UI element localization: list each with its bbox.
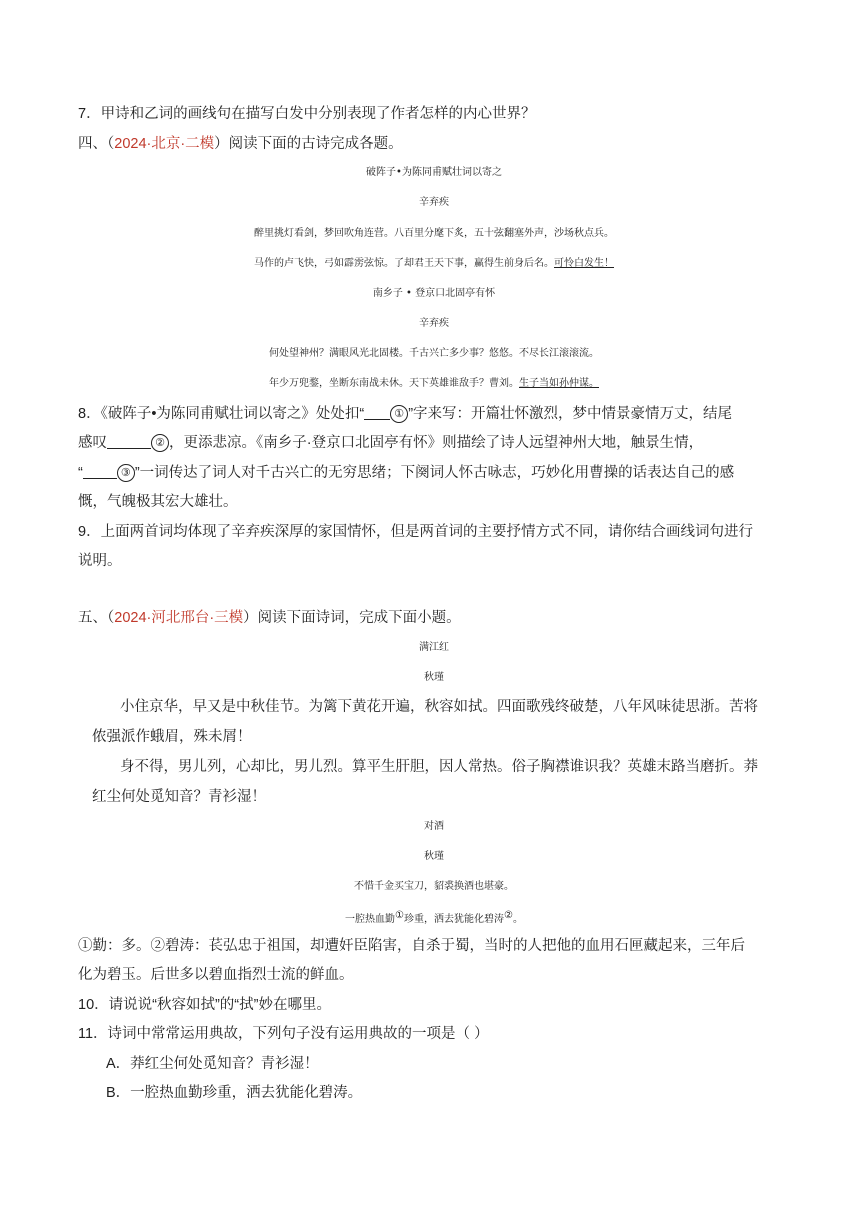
poem-1-line-2 [0,254,868,274]
section-5-prefix: 五、（ [78,610,115,626]
question-9-line-1: 9．上面两首词均体现了辛弃疾深厚的家国情怀，但是两首词的主要抒情方式不同，请你结合画线词句进行 [78,524,754,540]
poem-1-underlined-line: 可怜白发生！ [554,258,614,269]
section-4-suffix: ）阅读下面的古诗完成各题。 [214,136,403,152]
section-4-heading [78,134,403,154]
poem-1-author: 辛弃疾 [419,197,449,208]
poem-4-line-2 [0,906,868,930]
poem-1-title: 破阵子•为陈同甫赋壮词以寄之 [366,167,502,178]
blank-1 [364,405,390,420]
blank-2 [107,434,151,449]
q8-text-e: “ [78,465,83,481]
question-11-option-b[interactable]: B．一腔热血勤珍重，洒去犹能化碧涛。 [106,1085,363,1101]
section-4-source: 2024·北京·二模 [114,136,215,152]
q8-text-f: ”一词传达了词人对千古兴亡的无穷思绪；下阕词人怀古咏志，巧妙化用曹操的话表达自己的感 [134,465,735,481]
poem-4-line-2-text-a: 一腔热血勤 [345,914,396,925]
poem-3-author: 秋瑾 [424,672,444,683]
question-11-stem: 11．诗词中常常运用典故，下列句子没有运用典故的一项是（ ） [78,1026,489,1042]
question-8-line-1 [78,404,732,424]
section-4-prefix: 四、（ [78,136,115,152]
poem-1-line-2-text: 马作的卢飞快，弓如霹雳弦惊。了却君王天下事，赢得生前身后名。 [254,258,554,269]
section-5-source: 2024·河北邢台·三模 [114,610,244,626]
poem-3-title: 满江红 [419,642,449,653]
q8-text-a: 8．《破阵子•为陈同甫赋壮词以寄之》处处扣“ [78,406,365,422]
question-9-line-2: 说明。 [78,553,122,569]
question-8-line-3 [78,463,734,483]
notes-line-2: 化为碧玉。后世多以碧血指烈士流的鲜血。 [78,967,354,983]
poem-4-title: 对酒 [424,821,444,832]
poem-2-author: 辛弃疾 [419,318,449,329]
footnote-marker-1: ① [395,910,404,921]
poem-2-underlined-line: 生子当如孙仲谋。 [519,378,599,389]
question-7: 7．甲诗和乙词的画线句在描写白发中分别表现了作者怎样的内心世界？ [78,106,536,122]
poem-1-line-1: 醉里挑灯看剑，梦回吹角连营。八百里分麾下炙，五十弦翻塞外声，沙场秋点兵。 [254,228,614,239]
poem-2-line-2-text: 年少万兜鍪，坐断东南战未休。天下英雄谁敌手？曹刘。 [269,378,519,389]
notes-line-1: ①勤：多。②碧涛：苌弘忠于祖国，却遭奸臣陷害，自杀于蜀，当时的人把他的血用石匣藏起来，三年后 [78,938,745,954]
question-8-line-2 [78,433,703,453]
footnote-marker-2: ② [504,910,513,921]
q8-text-c: 感叹 [78,435,107,451]
poem-3-stanza-1-line-2: 侬强派作蛾眉，殊未屑！ [92,729,252,745]
blank-2-marker: ② [151,434,169,452]
blank-3 [83,464,117,479]
section-5-heading [78,608,461,628]
question-11-option-a[interactable]: A．莽红尘何处觅知音？青衫湿！ [106,1056,319,1072]
poem-3-stanza-2-line-2: 红尘何处觅知音？青衫湿！ [92,789,266,805]
poem-4-line-1: 不惜千金买宝刀，貂裘换酒也堪豪。 [354,881,514,892]
poem-3-stanza-2-line-1: 身不得，男儿列，心却比，男儿烈。算平生肝胆，因人常热。俗子胸襟谁识我？英雄末路当磨折。莽 [120,759,758,775]
poem-2-title: 南乡子 • 登京口北固亭有怀 [372,288,496,299]
question-8-line-4: 慨，气魄极其宏大雄壮。 [78,494,238,510]
q8-text-d: ，更添悲凉。《南乡子·登京口北固亭有怀》则描绘了诗人远望神州大地，触景生情， [169,435,704,451]
poem-2-line-2 [0,374,868,394]
poem-4-line-2-text-c: 。 [512,914,523,925]
blank-3-marker: ③ [117,464,135,482]
poem-4-author: 秋瑾 [424,851,444,862]
section-5-suffix: ）阅读下面诗词，完成下面小题。 [243,610,461,626]
poem-3-stanza-1-line-1: 小住京华，早又是中秋佳节。为篱下黄花开遍，秋容如拭。四面歌残终破楚，八年风味徒思浙。苦将 [120,699,758,715]
blank-1-marker: ① [390,405,408,423]
poem-2-line-1: 何处望神州？满眼风光北固楼。千古兴亡多少事？悠悠。不尽长江滚滚流。 [269,348,599,359]
poem-4-line-2-text-b: 珍重，洒去犹能化碧涛 [404,914,504,925]
question-10: 10．请说说“秋容如拭”的“拭”妙在哪里。 [78,997,331,1013]
q8-text-b: ”字来写：开篇壮怀激烈，梦中情景豪情万丈，结尾 [408,406,733,422]
